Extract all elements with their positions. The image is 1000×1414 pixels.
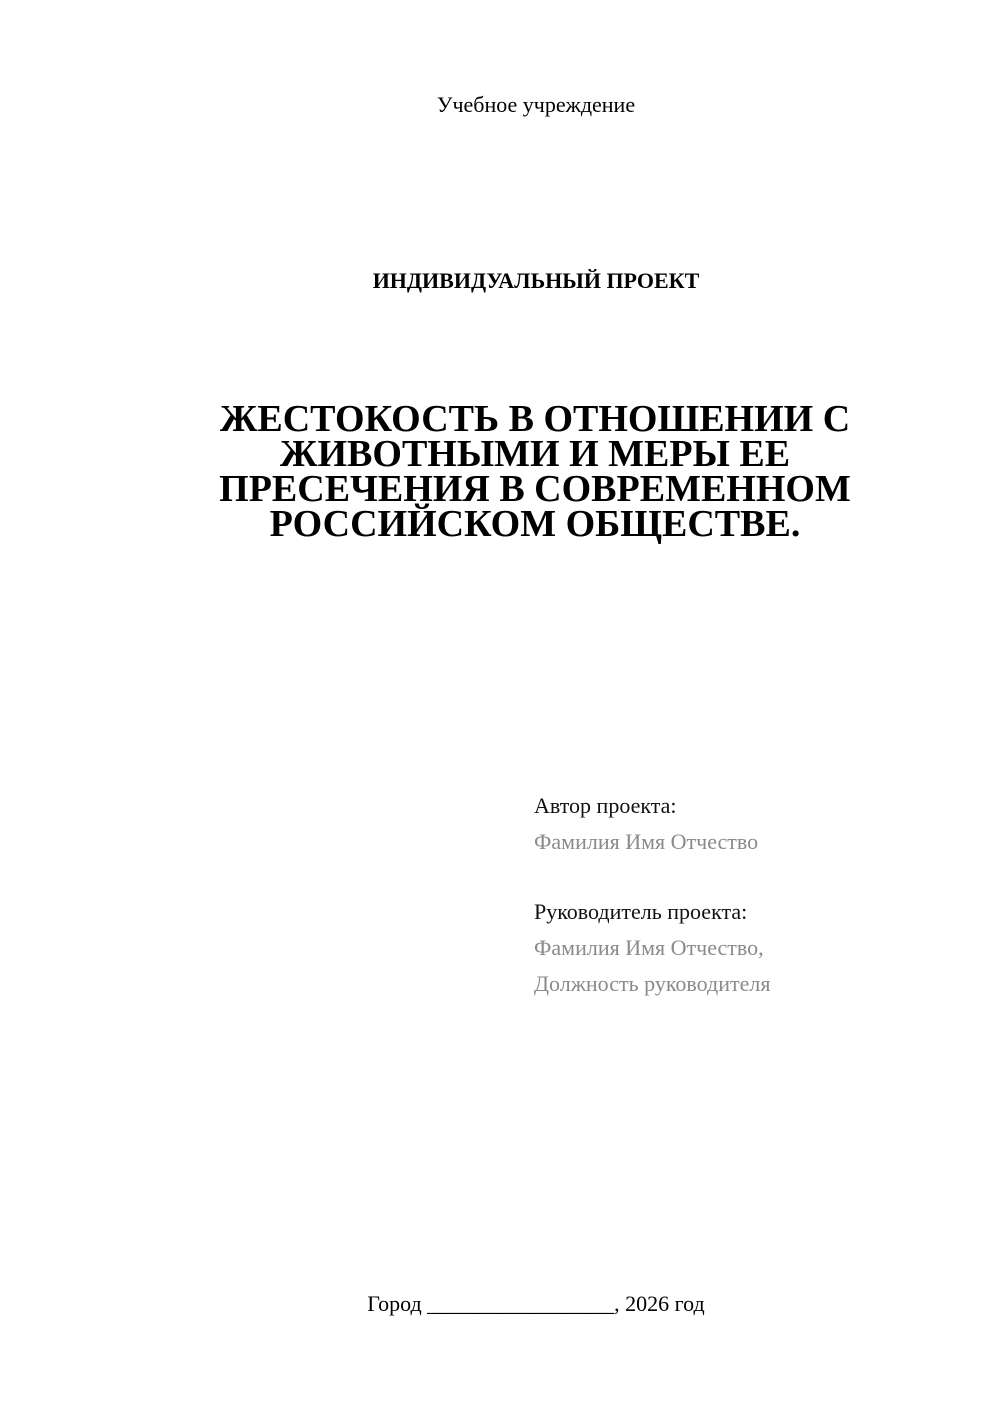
supervisor-name: Фамилия Имя Отчество, [534,935,764,960]
supervisor-label: Руководитель проекта: [534,899,748,924]
city-year-footer [0,1290,1000,1318]
city-label: Город [367,1291,422,1316]
project-title-line: ЖЕСТОКОСТЬ В ОТНОШЕНИИ С [219,398,851,440]
project-title-line: ПРЕСЕЧЕНИЯ В СОВРЕМЕННОМ [219,468,851,510]
supervisor-position: Должность руководителя [534,971,771,996]
author-label: Автор проекта: [534,793,677,818]
year-text: , 2026 год [614,1291,705,1316]
project-title-line: РОССИЙСКОМ ОБЩЕСТВЕ. [269,503,801,545]
city-blank: _________________ [427,1291,615,1316]
author-block [534,788,964,860]
institution-name: Учебное учреждение [436,92,636,117]
project-title-line: ЖИВОТНЫМИ И МЕРЫ ЕЕ [279,433,791,475]
author-name: Фамилия Имя Отчество [534,829,759,854]
project-type-heading: ИНДИВИДУАЛЬНЫЙ ПРОЕКТ [372,268,700,293]
project-title [200,398,870,545]
supervisor-block [534,894,964,1002]
